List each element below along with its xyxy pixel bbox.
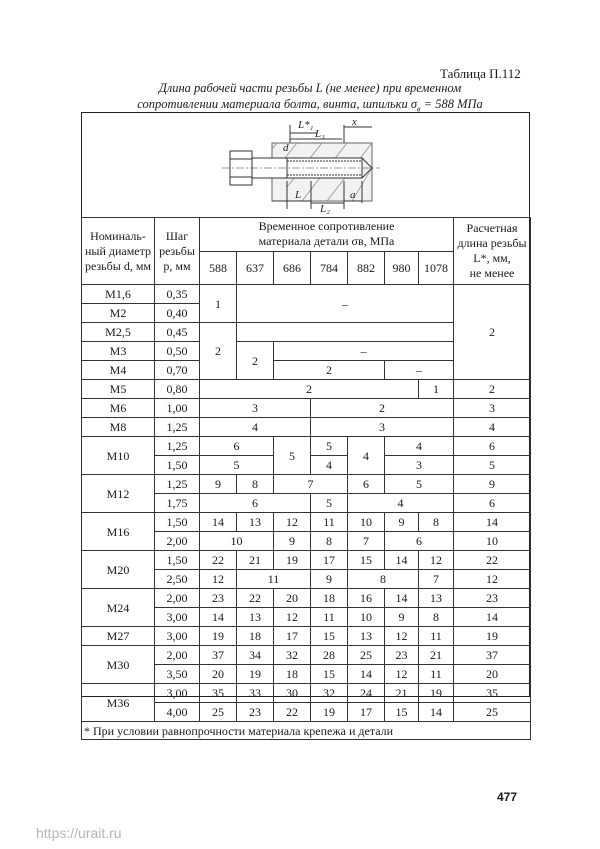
row-label: М24	[82, 589, 155, 627]
value-cell: 13	[237, 513, 274, 532]
bolt-diagram	[82, 113, 529, 218]
row-label: М2	[82, 304, 155, 323]
pitch-cell: 1,25	[155, 475, 200, 494]
pitch-cell: 0,70	[155, 361, 200, 380]
page-number: 477	[497, 790, 518, 804]
value-cell: 33	[237, 684, 274, 703]
value-cell: 14	[348, 665, 385, 684]
label-l1: L*₁	[298, 119, 314, 131]
value-cell: 8	[237, 475, 274, 494]
value-cell: 12	[200, 570, 237, 589]
value-cell: 11	[419, 665, 454, 684]
value-cell: 13	[348, 627, 385, 646]
value-cell: 18	[274, 665, 311, 684]
value-cell: 21	[237, 551, 274, 570]
pitch-cell: 1,75	[155, 494, 200, 513]
pitch-cell: 0,45	[155, 323, 200, 342]
value-cell: 25	[200, 703, 237, 722]
value-cell: 9	[385, 608, 419, 627]
label-x: x	[352, 116, 357, 128]
pitch-cell: 1,50	[155, 513, 200, 532]
length-cell: 23	[454, 589, 531, 608]
row-label: М5	[82, 380, 155, 399]
value-cell: 23	[385, 646, 419, 665]
pitch-cell: 2,50	[155, 570, 200, 589]
value-cell: 2	[200, 323, 237, 380]
value-cell: 15	[348, 551, 385, 570]
label-l3: L₃	[315, 128, 325, 140]
header-pitch: Шаг резьбы p, мм	[155, 218, 200, 285]
value-cell: 9	[274, 532, 311, 551]
value-cell: 8	[311, 532, 348, 551]
thread-length-table	[81, 217, 531, 740]
header-strength: Временное сопротивление материала детали σв, МПа	[200, 218, 454, 252]
pitch-cell: 2,00	[155, 646, 200, 665]
value-cell: 9	[385, 513, 419, 532]
footnote: * При условии равнопрочности материала крепежа и детали	[82, 722, 531, 740]
length-cell: 14	[454, 608, 531, 627]
label-l: L	[295, 189, 302, 201]
length-cell: 20	[454, 665, 531, 684]
value-cell: 1	[419, 380, 454, 399]
value-cell: 4	[311, 456, 348, 475]
value-cell: 34	[237, 646, 274, 665]
value-cell: 5	[311, 437, 348, 456]
length-cell: 25	[454, 703, 531, 722]
pitch-cell: 1,25	[155, 418, 200, 437]
caption-line-1: Длина рабочей части резьбы L (не менее) при временном	[158, 81, 462, 95]
pitch-cell: 0,80	[155, 380, 200, 399]
value-cell: 14	[385, 589, 419, 608]
row-label: М1,6	[82, 285, 155, 304]
value-cell: 11	[311, 608, 348, 627]
value-cell: 6	[200, 437, 274, 456]
pitch-cell: 1,50	[155, 551, 200, 570]
value-cell: 11	[237, 570, 311, 589]
value-cell: 15	[311, 665, 348, 684]
value-cell: 9	[200, 475, 237, 494]
row-label: М20	[82, 551, 155, 589]
row-label: М10	[82, 437, 155, 475]
value-cell: 22	[237, 589, 274, 608]
length-cell: 5	[454, 456, 531, 475]
value-cell: 1	[200, 285, 237, 323]
row-label: М16	[82, 513, 155, 551]
pitch-cell: 2,00	[155, 532, 200, 551]
value-cell: 14	[200, 513, 237, 532]
value-cell: 21	[419, 646, 454, 665]
table-label: Таблица П.112	[440, 66, 521, 81]
label-l2: L₂	[320, 203, 330, 215]
value-cell: 23	[237, 703, 274, 722]
value-cell: 20	[274, 589, 311, 608]
value-cell: 8	[348, 570, 419, 589]
length-cell: 6	[454, 494, 531, 513]
value-cell: 17	[348, 703, 385, 722]
length-cell: 12	[454, 570, 531, 589]
value-cell: 2	[237, 342, 274, 380]
value-cell: 25	[348, 646, 385, 665]
strength-637: 637	[237, 251, 274, 285]
value-cell: 19	[274, 551, 311, 570]
value-cell: 14	[385, 551, 419, 570]
value-cell: 4	[385, 437, 454, 456]
length-cell: 4	[454, 418, 531, 437]
length-cell: 22	[454, 551, 531, 570]
pitch-cell: 3,00	[155, 684, 200, 703]
value-cell: 15	[311, 627, 348, 646]
row-label: М12	[82, 475, 155, 513]
value-cell: 7	[419, 570, 454, 589]
label-a: a	[350, 189, 356, 201]
value-cell: 13	[237, 608, 274, 627]
strength-784: 784	[311, 251, 348, 285]
pitch-cell: 1,00	[155, 399, 200, 418]
row-label: М6	[82, 399, 155, 418]
row-label: М30	[82, 646, 155, 684]
dash-cell: –	[385, 361, 454, 380]
value-cell: 2	[311, 399, 454, 418]
value-cell: 11	[311, 513, 348, 532]
row-label: М2,5	[82, 323, 155, 342]
pitch-cell: 1,50	[155, 456, 200, 475]
row-label: М27	[82, 627, 155, 646]
length-cell: 9	[454, 475, 531, 494]
row-label: М4	[82, 361, 155, 380]
value-cell: 6	[385, 532, 454, 551]
value-cell: 4	[348, 494, 454, 513]
value-cell: 2	[274, 361, 385, 380]
value-cell: 6	[200, 494, 311, 513]
length-cell: 37	[454, 646, 531, 665]
length-cell: 3	[454, 399, 531, 418]
value-cell: 3	[311, 418, 454, 437]
value-cell: 14	[200, 608, 237, 627]
value-cell: 4	[200, 418, 311, 437]
label-d: d	[283, 142, 289, 154]
strength-1078: 1078	[419, 251, 454, 285]
value-cell: 37	[200, 646, 237, 665]
value-cell: 14	[419, 703, 454, 722]
pitch-cell: 3,50	[155, 665, 200, 684]
value-cell: 8	[419, 513, 454, 532]
strength-686: 686	[274, 251, 311, 285]
value-cell: 19	[200, 627, 237, 646]
bolt-thread-drawing	[82, 113, 529, 217]
length-cell: 35	[454, 684, 531, 703]
pitch-cell: 2,00	[155, 589, 200, 608]
value-cell: 18	[237, 627, 274, 646]
value-cell: 35	[200, 684, 237, 703]
length-cell: 19	[454, 627, 531, 646]
value-cell: 10	[348, 513, 385, 532]
value-cell: 17	[311, 551, 348, 570]
caption-line-2: сопротивлении материала болта, винта, шпильки $\sigma_в = 588$ МПа	[137, 97, 483, 114]
value-cell: 19	[311, 703, 348, 722]
value-cell: 12	[274, 608, 311, 627]
dash-cell: –	[274, 342, 454, 361]
value-cell: 17	[274, 627, 311, 646]
value-cell: 23	[200, 589, 237, 608]
length-cell: 14	[454, 513, 531, 532]
pitch-cell: 3,00	[155, 627, 200, 646]
watermark-link[interactable]: https://urait.ru	[36, 825, 122, 841]
value-cell: 30	[274, 684, 311, 703]
value-cell: 22	[274, 703, 311, 722]
value-cell: 10	[348, 608, 385, 627]
value-cell: 9	[311, 570, 348, 589]
pitch-cell: 1,25	[155, 437, 200, 456]
value-cell: 12	[274, 513, 311, 532]
value-cell: 2	[200, 380, 419, 399]
value-cell: 4	[348, 437, 385, 475]
value-cell: 12	[385, 627, 419, 646]
row-label: М36	[82, 684, 155, 722]
value-cell: 12	[385, 665, 419, 684]
pitch-cell: 0,40	[155, 304, 200, 323]
row-label: М3	[82, 342, 155, 361]
value-cell: 12	[419, 551, 454, 570]
value-cell: 5	[385, 475, 454, 494]
value-cell: 32	[274, 646, 311, 665]
pitch-cell: 4,00	[155, 703, 200, 722]
value-cell: 32	[311, 684, 348, 703]
value-cell: 28	[311, 646, 348, 665]
pitch-cell: 0,35	[155, 285, 200, 304]
value-cell: 3	[385, 456, 454, 475]
value-cell: 24	[348, 684, 385, 703]
dash-cell: –	[237, 285, 454, 323]
value-cell: 18	[311, 589, 348, 608]
value-cell: 5	[200, 456, 274, 475]
value-cell: 5	[311, 494, 348, 513]
value-cell: 15	[385, 703, 419, 722]
value-cell: 6	[348, 475, 385, 494]
pitch-cell: 3,00	[155, 608, 200, 627]
value-cell: 22	[200, 551, 237, 570]
value-cell: 10	[200, 532, 274, 551]
length-cell: 6	[454, 437, 531, 456]
value-cell: 13	[419, 589, 454, 608]
value-cell: 5	[274, 437, 311, 475]
value-cell: 8	[419, 608, 454, 627]
length-cell: 10	[454, 532, 531, 551]
strength-980: 980	[385, 251, 419, 285]
value-cell: 21	[385, 684, 419, 703]
value-cell: 19	[237, 665, 274, 684]
length-cell: 2	[454, 285, 531, 380]
value-cell: 19	[419, 684, 454, 703]
value-cell: 16	[348, 589, 385, 608]
length-cell: 2	[454, 380, 531, 399]
value-cell: 20	[200, 665, 237, 684]
row-label: М8	[82, 418, 155, 437]
value-cell: 3	[200, 399, 311, 418]
strength-588: 588	[200, 251, 237, 285]
value-cell: 7	[274, 475, 348, 494]
header-nominal-diameter: Номиналь- ный диаметр резьбы d, мм	[82, 218, 155, 285]
value-cell: 7	[348, 532, 385, 551]
header-thread-length: Расчетная длина резьбы L*, мм, не менее	[454, 218, 531, 285]
pitch-cell: 0,50	[155, 342, 200, 361]
strength-882: 882	[348, 251, 385, 285]
value-cell: 11	[419, 627, 454, 646]
